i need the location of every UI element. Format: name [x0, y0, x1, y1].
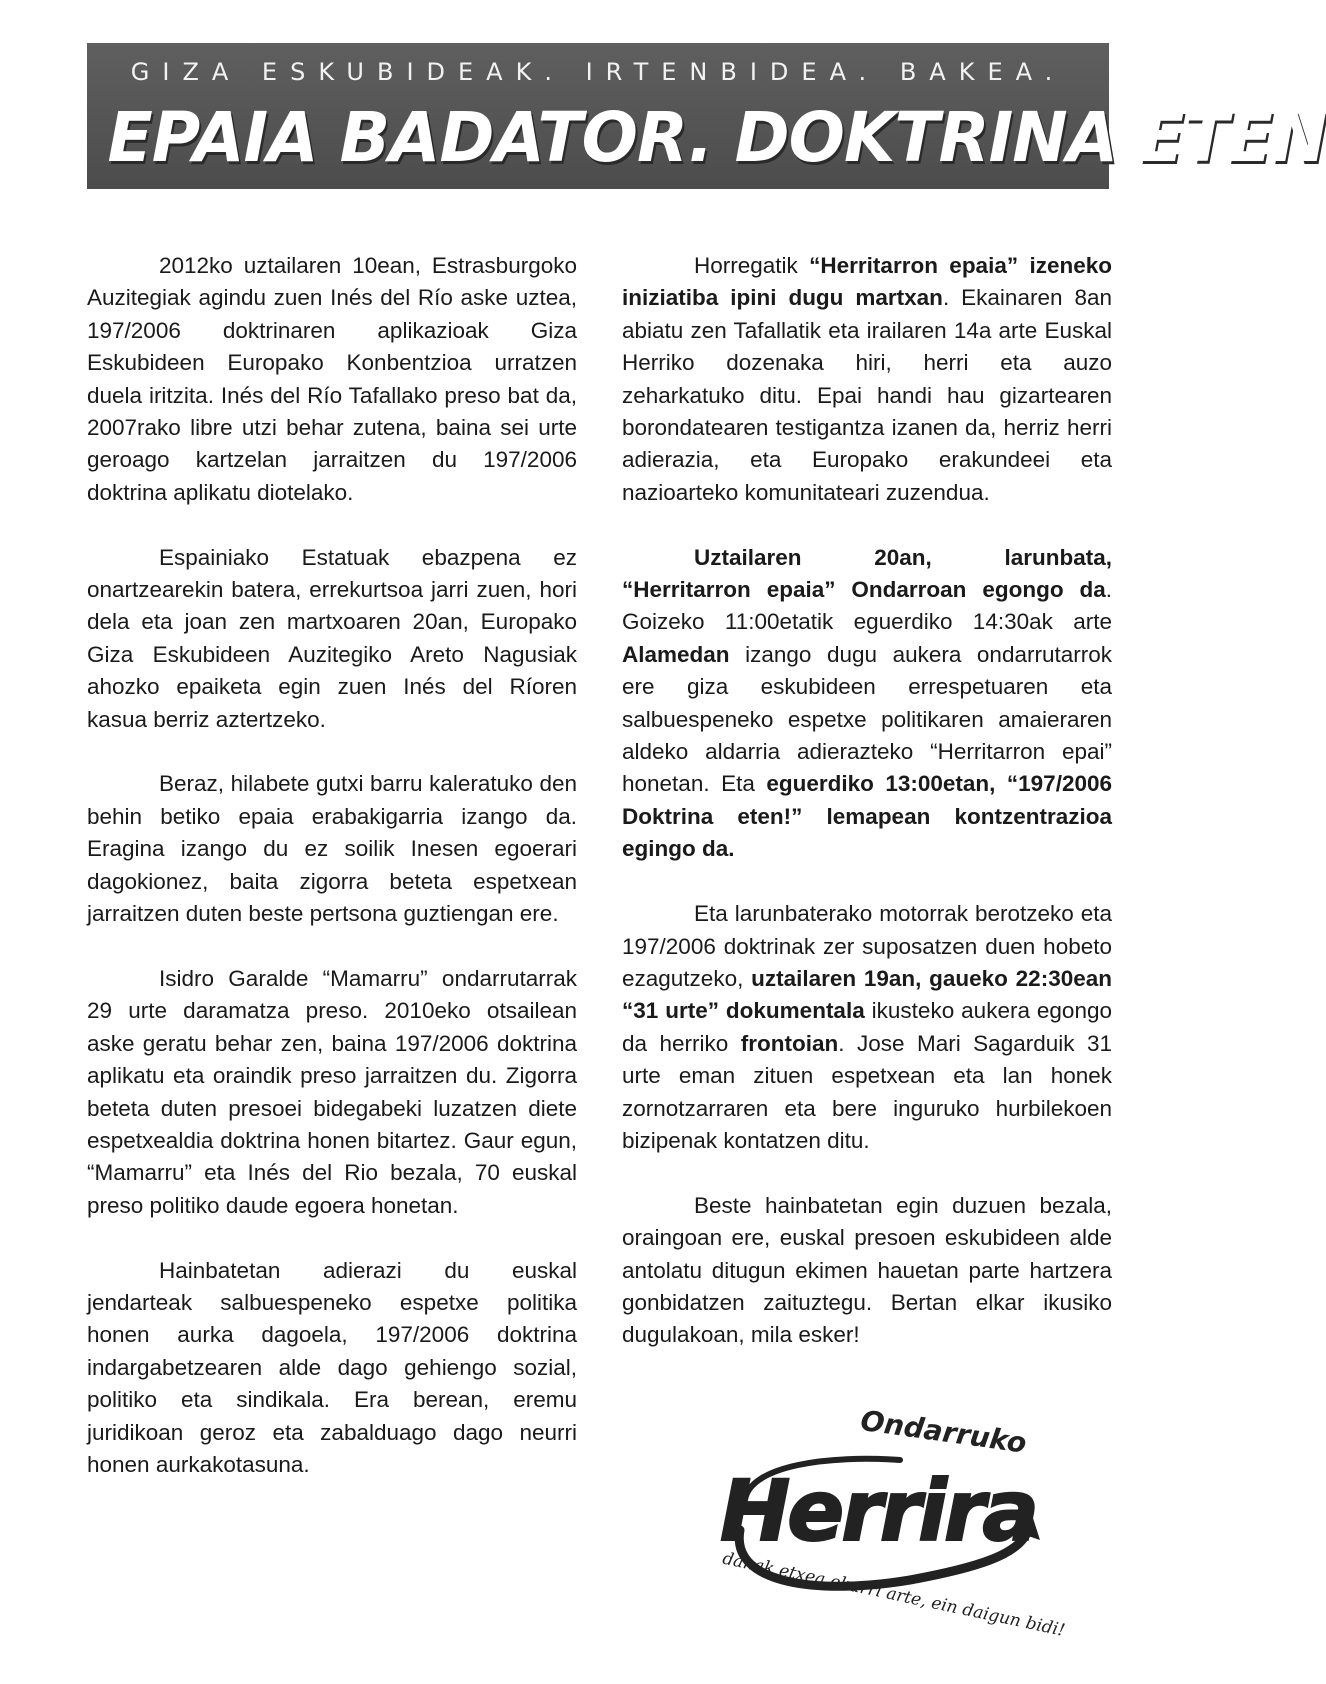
paragraph: Hainbatetan adierazi du euskal jendarteak salbuespeneko espetxe politika honen aurka dagoela, 197/2006 doktrina indargabetzearen alde dago gehiengo sozial, politiko eta sindikala. Era berean, eremu juridikoan geroz eta zabalduago dago neurri honen aurkakotasuna.: [87, 1257, 577, 1477]
bold-run: “Herritarron epaia” izeneko iniziatiba ipini dugu martxan: [622, 253, 1112, 311]
paragraph: Isidro Garalde “Mamarru” ondarrutarrak 29 urte daramatza preso. 2010eko otsailean aske geratu behar zen, baina 197/2006 doktrina aplikatu eta oraindik preso jarraitzen du. Zigorra beteta duten presoei bidegabeki luzatzen diete espetxealdia doktrina honen bitartez. Gaur egun, “Mamarru” eta Inés del Rio bezala, 70 euskal preso politiko daude egoera honetan.: [87, 965, 577, 1218]
text-run: izango dugu aukera ondarrutarrok ere giza eskubideen errespetuaren eta salbuespeneko espetxe politikaren amaieraren aldeko aldarria adierazteko “Herritarron epai” honetan. Eta: [622, 641, 1112, 797]
bold-run: uztailaren 19an, gaueko 22:30ean “31 urte” dokumentala: [622, 965, 1112, 1024]
header-banner: [87, 43, 1326, 189]
banner-tagline: GIZA ESKUBIDEAK. IRTENBIDEA. BAKEA.: [130, 58, 1066, 86]
bold-run: Uztailaren 20an, larunbata, “Herritarron epaia” Ondarroan egongo da: [622, 544, 1112, 603]
paragraph: [622, 250, 1112, 509]
logo-top-word: Ondarruko: [858, 1403, 1029, 1460]
herrira-logo: [710, 1380, 1070, 1641]
logo-slogan: danak etxea ekarri arte, ein daigun bidi!: [720, 1548, 1067, 1641]
text-run: . Goizeko 11:00etatik eguerdiko 14:30ak arte: [622, 577, 1112, 635]
bold-run: frontoian: [740, 1030, 839, 1056]
logo-main-word: Herrira: [720, 1462, 1037, 1560]
text-run: Eta larunbaterako motorrak berotzeko eta 197/2006 doktrinak zer suposatzen duen hobeto ezagutzeko,: [622, 901, 1112, 991]
text-run: . Ekainaren 8an abiatu zen Tafallatik eta irailaren 14a arte Euskal Herriko dozenaka hiri, herri eta auzo zeharkatuko ditu. Epai handi hau gizartearen borondatearen testigantza izanen da, herriz herri adierazia, eta Europako erakundeei eta nazioarteko komunitateari zuzendua.: [622, 285, 1112, 505]
paragraph: [622, 542, 1112, 866]
text-run: . Jose Mari Sagarduik 31 urte eman zituen espetxean eta lan honek zornotzarraren eta bere inguruko hurbilekoen bizipenak kontatzen ditu.: [622, 1030, 1112, 1153]
right-column: [622, 250, 1112, 1384]
bold-run: Alamedan: [622, 641, 730, 667]
paragraph: [622, 898, 1112, 1157]
bold-run: eguerdiko 13:00etan, “197/2006 Doktrina eten!” lemapean kontzentrazioa egingo da.: [622, 771, 1113, 862]
paragraph: Beraz, hilabete gutxi barru kaleratuko den behin betiko epaia erabakigarria izango da. Eragina izango du ez soilik Inesen egoerari dagokionez, baita zigorra beteta espetxean jarraitzen duten beste pertsona guztiengan ere.: [87, 771, 577, 927]
paragraph: 2012ko uztailaren 10ean, Estrasburgoko Auzitegiak agindu zuen Inés del Río aske uztea, 197/2006 doktrinaren aplikazioak Giza Eskubideen Europako Konbentzioa urratzen duela iritzita. Inés del Río Tafallako preso bat da, 2007rako libre utzi behar zutena, baina sei urte geroago kartzelan jarraitzen du 197/2006 doktrina aplikatu diotelako.: [87, 253, 577, 505]
paragraph: Espainiako Estatuak ebazpena ez onartzearekin batera, errekurtsoa jarri zuen, hori dela eta joan zen martxoaren 20an, Europako Giza Eskubideen Auzitegiko Areto Nagusiak ahozko epaiketa egin zuen Inés del Ríoren kasua berriz aztertzeko.: [87, 544, 577, 732]
text-run: Horregatik: [694, 253, 810, 278]
left-column: [87, 250, 577, 1514]
paragraph: Beste hainbatetan egin duzuen bezala, oraingoan ere, euskal presoen eskubideen alde antolatu ditugun ekimen hauetan parte hartzera gonbidatzen zaituztegu. Bertan elkar ikusiko dugulakoan, mila esker!: [622, 1192, 1112, 1348]
banner-headline: EPAIA BADATOR. DOKTRINA ETEN: [107, 98, 1326, 178]
text-run: ikusteko aukera egongo da herriko: [622, 998, 1112, 1056]
